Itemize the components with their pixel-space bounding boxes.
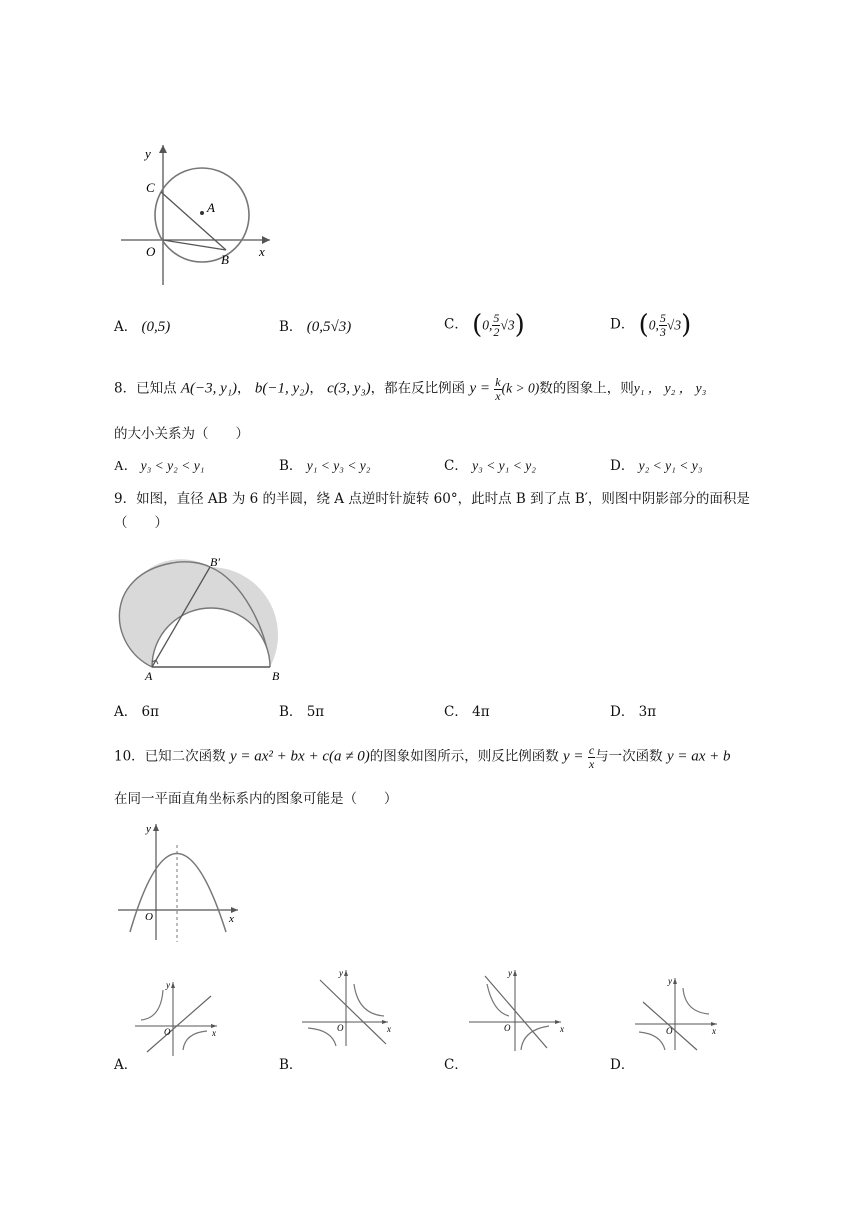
q8-func-num: k xyxy=(495,375,501,389)
q10-number: 10． xyxy=(114,748,145,765)
q9-option-c xyxy=(444,706,490,720)
q9-option-a xyxy=(114,706,159,720)
q9-stem-1: 9．如图，直径 AB 为 6 的半圆，绕 A 点逆时针旋转 60°，此时点 B 到了点 B′，则图中阴影部分的面积是 xyxy=(114,491,750,507)
q9-stem-2: （ ） xyxy=(114,515,168,531)
q10-recip-lhs: y = xyxy=(563,748,584,765)
q7-circle-figure xyxy=(115,140,275,290)
q7-option-b-label: B． xyxy=(279,319,303,335)
q9-label-b: B xyxy=(272,669,280,683)
q10-option-b-graph xyxy=(300,966,395,1046)
q7-option-d-pre: 0, xyxy=(648,317,659,333)
svg-text:y: y xyxy=(339,968,343,978)
svg-text:O: O xyxy=(164,1027,171,1037)
q7-option-c: C． (0, $\frac{5}{2}$ √3) xyxy=(444,310,525,341)
q10-parabola-figure xyxy=(116,820,251,945)
q10-option-a-graph xyxy=(133,978,223,1058)
q10-recip-den: x xyxy=(588,756,595,771)
q10-stem-4: 在同一平面直角坐标系内的图象可能是（ ） xyxy=(114,791,398,807)
q9-option-b-value: 5π xyxy=(306,704,325,720)
q8-option-b-value: y₁ < y₃ < y₂ xyxy=(306,458,371,473)
q8-option-b xyxy=(279,459,371,474)
q10-option-b-label: B． xyxy=(279,1057,303,1073)
q7-option-c-den: 2 xyxy=(493,324,500,339)
q10-quad: y = ax² + bx + c(a ≠ 0) xyxy=(229,748,370,765)
q7-option-a xyxy=(114,320,170,335)
q8-point-a: A(−3, y₁) xyxy=(180,380,238,397)
q7-option-a-label: A． xyxy=(114,319,138,335)
q7-label-y: y xyxy=(145,146,151,161)
q10-stem-2: 的图象如图所示，则反比例函数 xyxy=(369,748,559,765)
q7-option-d: D． (0, $\frac{5}{3}$ √3) xyxy=(610,310,692,341)
q9-label-a: A xyxy=(145,669,153,683)
q9-label-b-prime: B′ xyxy=(210,555,220,569)
q7-option-a-value: (0,5) xyxy=(141,319,171,335)
q10-stem-3: 与一次函数 xyxy=(595,748,663,765)
q10-linear: y = ax + b xyxy=(666,748,731,765)
q10-option-c-label: C． xyxy=(444,1057,468,1073)
q8-func-den: x xyxy=(495,388,501,403)
q7-option-b-value: (0,5√3) xyxy=(306,319,352,335)
q8-func-lhs: y = xyxy=(469,380,490,397)
q8-stem-4: 的大小关系为（ ） xyxy=(114,426,249,442)
q8-func-cond: (k > 0) xyxy=(501,380,540,396)
q9-option-b xyxy=(279,706,324,720)
svg-text:x: x xyxy=(712,1026,716,1036)
svg-text:y: y xyxy=(166,980,170,990)
q9-semicircle-figure xyxy=(112,555,292,685)
q7-option-c-label: C． xyxy=(444,316,468,333)
q9-option-a-value: 6π xyxy=(141,704,160,720)
q10-stem xyxy=(114,744,731,770)
q7-option-d-num: 5 xyxy=(659,311,666,325)
q8-option-d-label: D． xyxy=(610,458,635,474)
q8-option-c-value: y₃ < y₁ < y₂ xyxy=(472,458,536,473)
q8-option-a-label: A． xyxy=(114,458,138,473)
q8-option-a-value: y₃ < y₂ < y₁ xyxy=(140,458,205,473)
q7-label-b: B xyxy=(221,252,229,267)
q8-option-c-label: C． xyxy=(444,458,468,474)
q8-stem-1: 已知点 xyxy=(136,380,177,397)
q8-option-d-value: y₂ < y₁ < y₃ xyxy=(638,458,703,473)
q7-option-c-num: 5 xyxy=(493,311,500,325)
q7-option-d-label: D． xyxy=(610,316,635,333)
q8-option-d xyxy=(610,459,702,474)
q9-option-a-label: A． xyxy=(114,704,138,720)
q7-option-c-pre: 0, xyxy=(482,317,493,333)
q7-label-x: x xyxy=(259,244,265,259)
q8-option-c xyxy=(444,459,536,474)
q7-label-o: O xyxy=(146,244,156,259)
q8-stem: 8．已知点 A(−3, y₁)， b(−1, y₂)， c(3, y₃)，都在反比例函 y = $\frac{k}{x}$ (k > 0)数的图象上，则y₁ ， y₂ ， y₃ xyxy=(114,375,707,403)
svg-text:y: y xyxy=(668,976,672,986)
q8-vars: y₁ ， y₂ ， y₃ xyxy=(633,380,707,396)
q8-stem-3: 数的图象上，则 xyxy=(539,380,634,397)
q7-option-d-post: √3 xyxy=(666,317,682,333)
svg-text:x: x xyxy=(212,1028,216,1038)
q7-option-c-post: √3 xyxy=(500,317,515,333)
svg-text:O: O xyxy=(504,1023,511,1033)
q9-option-d xyxy=(610,706,656,720)
q8-point-b: b(−1, y₂) xyxy=(254,380,310,397)
svg-text:x: x xyxy=(560,1024,564,1034)
q10-option-a-label: A． xyxy=(114,1057,138,1073)
q7-option-b xyxy=(279,320,351,335)
svg-text:O: O xyxy=(337,1023,344,1033)
q9-option-c-value: 4π xyxy=(472,704,490,720)
svg-text:y: y xyxy=(508,968,512,978)
q9-option-b-label: B． xyxy=(279,704,303,720)
q10-option-c-graph xyxy=(467,966,567,1051)
q10-label-o: O xyxy=(145,911,153,923)
q10-option-d-graph xyxy=(633,974,723,1054)
svg-text:O: O xyxy=(666,1026,673,1036)
q10-label-x: x xyxy=(229,913,234,925)
q7-label-a: A xyxy=(207,200,215,215)
q8-point-c: c(3, y₃) xyxy=(327,380,371,397)
q10-option-d-label: D． xyxy=(610,1057,635,1073)
q7-label-c: C xyxy=(146,180,155,195)
q10-stem-1: 已知二次函数 xyxy=(144,748,226,765)
q7-option-d-den: 3 xyxy=(659,324,666,339)
q9-option-c-label: C． xyxy=(444,704,468,720)
q9-option-d-label: D． xyxy=(610,704,635,720)
q10-recip-num: c xyxy=(588,743,595,757)
q8-option-b-label: B． xyxy=(279,458,303,474)
q8-stem-2: ，都在反比例函 xyxy=(370,380,466,397)
q9-option-d-value: 3π xyxy=(638,704,657,720)
q8-option-a xyxy=(114,459,204,473)
svg-text:x: x xyxy=(387,1024,391,1034)
q10-label-y: y xyxy=(146,823,151,835)
q8-number: 8． xyxy=(114,380,137,397)
